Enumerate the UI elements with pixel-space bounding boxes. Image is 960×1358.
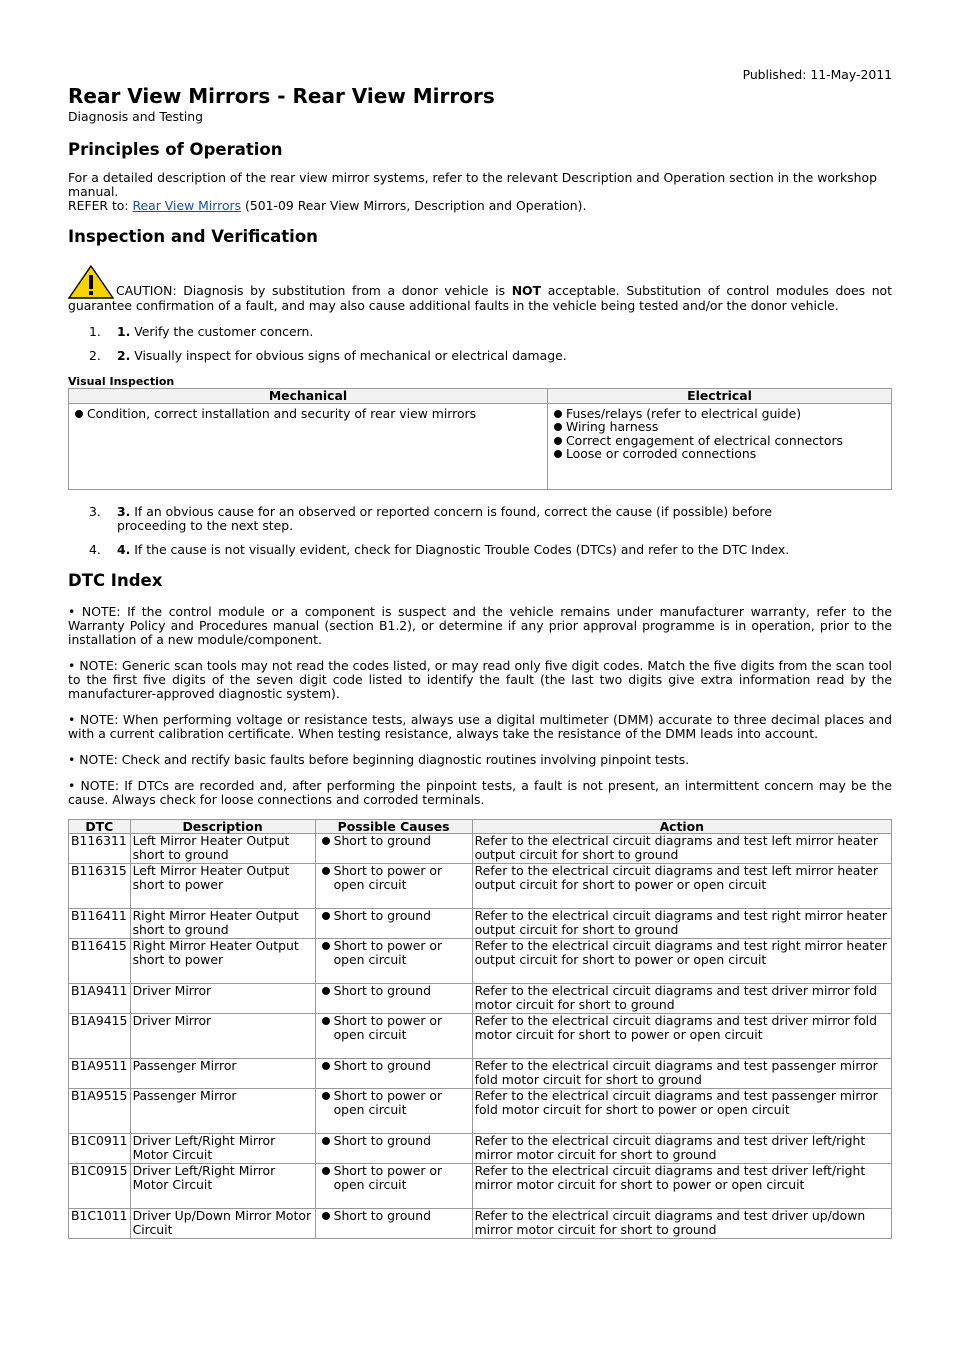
page-subtitle: Diagnosis and Testing: [68, 109, 203, 124]
electrical-item: Wiring harness: [550, 420, 889, 434]
description-cell: Right Mirror Heater Output short to ground: [130, 909, 315, 939]
step-item: [68, 505, 892, 533]
cause-cell: [315, 1164, 472, 1209]
dtc-code-cell: B1C0915: [69, 1164, 131, 1209]
cause-cell: [315, 984, 472, 1014]
note-intermittent: • NOTE: If DTCs are recorded and, after performing the pinpoint tests, a fault is not present, an intermittent concern may be the cause. Always check for loose connections and corroded terminals.: [68, 777, 892, 807]
cause-item: Short to power or open circuit: [318, 1089, 470, 1116]
refer-suffix: (501-09 Rear View Mirrors, Description and Operation).: [241, 198, 587, 213]
step-bold: 2.: [117, 348, 131, 363]
dtc-table: [68, 819, 892, 1240]
description-cell: Right Mirror Heater Output short to power: [130, 939, 315, 984]
dtc-table-body: [69, 834, 892, 1239]
cause-item: Short to ground: [318, 1134, 470, 1148]
note-warranty: • NOTE: If the control module or a component is suspect and the vehicle remains under manufacturer warranty, refer to the Warranty Policy and Procedures manual (section B1.2), or determine if any prior approval programme is in operation, prior to the installation of a new module/component.: [68, 603, 892, 647]
action-cell: Refer to the electrical circuit diagrams and test right mirror heater output circuit for short to power or open circuit: [472, 939, 891, 984]
table-row: [69, 1134, 892, 1164]
table-row: [69, 1059, 892, 1089]
cause-item: Short to power or open circuit: [318, 1164, 470, 1191]
step-item: [68, 325, 892, 339]
table-row: [69, 834, 892, 864]
description-cell: Driver Left/Right Mirror Motor Circuit: [130, 1164, 315, 1209]
step-item: [68, 349, 892, 363]
mechanical-item: Condition, correct installation and security of rear view mirrors: [71, 407, 545, 421]
cause-item: Short to ground: [318, 834, 470, 848]
visual-inspection-table: [68, 388, 892, 490]
note-multimeter: • NOTE: When performing voltage or resistance tests, always use a digital multimeter (DMM) accurate to three decimal places and with a current calibration certificate. When testing resistance, always take the resistance of the DMM leads into account.: [68, 711, 892, 741]
description-cell: Left Mirror Heater Output short to power: [130, 864, 315, 909]
step-number: 2.: [89, 348, 101, 363]
action-cell: Refer to the electrical circuit diagrams and test left mirror heater output circuit for short to ground: [472, 834, 891, 864]
cause-item: Short to power or open circuit: [318, 864, 470, 891]
caution-warning-icon: [68, 265, 114, 299]
dtc-code-cell: B1A9511: [69, 1059, 131, 1089]
electrical-item: Loose or corroded connections: [550, 447, 889, 461]
col-possible-causes: Possible Causes: [315, 819, 472, 834]
col-electrical: Electrical: [548, 389, 892, 404]
cause-item: Short to ground: [318, 1209, 470, 1223]
step-text: Verify the customer concern.: [130, 324, 314, 339]
cause-cell: [315, 1134, 472, 1164]
action-cell: Refer to the electrical circuit diagrams and test left mirror heater output circuit for short to power or open circuit: [472, 864, 891, 909]
table-row: [69, 1014, 892, 1059]
description-cell: Driver Mirror: [130, 984, 315, 1014]
caution-text-a: CAUTION: Diagnosis by substitution from a donor vehicle is: [116, 283, 512, 298]
cause-item: Short to ground: [318, 984, 470, 998]
cause-cell: [315, 1014, 472, 1059]
cause-cell: [315, 864, 472, 909]
document-page: [68, 62, 892, 1239]
electrical-cell: [548, 403, 892, 489]
caution-note: [68, 265, 892, 313]
dtc-code-cell: B1C1011: [69, 1209, 131, 1239]
cause-item: Short to ground: [318, 1059, 470, 1073]
principles-heading: Principles of Operation: [68, 140, 283, 159]
table-row: [69, 939, 892, 984]
cause-cell: [315, 909, 472, 939]
cause-cell: [315, 1089, 472, 1134]
table-row: [69, 864, 892, 909]
step-number: 3.: [89, 503, 101, 519]
col-dtc: DTC: [69, 819, 131, 834]
step-item: [68, 543, 892, 557]
description-cell: Passenger Mirror: [130, 1059, 315, 1089]
action-cell: Refer to the electrical circuit diagrams and test driver mirror fold motor circuit for short to power or open circuit: [472, 1014, 891, 1059]
steps-list-1: [68, 325, 892, 363]
electrical-item: Correct engagement of electrical connectors: [550, 434, 889, 448]
cause-item: Short to ground: [318, 909, 470, 923]
step-bold: 3.: [117, 503, 131, 519]
col-description: Description: [130, 819, 315, 834]
action-cell: Refer to the electrical circuit diagrams and test passenger mirror fold motor circuit for short to ground: [472, 1059, 891, 1089]
table-row: [69, 984, 892, 1014]
page-title: Rear View Mirrors - Rear View Mirrors: [68, 84, 495, 108]
action-cell: Refer to the electrical circuit diagrams and test driver left/right mirror motor circuit for short to ground: [472, 1134, 891, 1164]
mechanical-cell: [69, 403, 548, 489]
dtc-code-cell: B1C0911: [69, 1134, 131, 1164]
refer-prefix: REFER to:: [68, 198, 133, 213]
dtc-code-cell: B116415: [69, 939, 131, 984]
action-cell: Refer to the electrical circuit diagrams and test driver mirror fold motor circuit for short to ground: [472, 984, 891, 1014]
principles-text: For a detailed description of the rear view mirror systems, refer to the relevant Description and Operation section in the workshop manual.: [68, 170, 877, 199]
dtc-code-cell: B116311: [69, 834, 131, 864]
caution-text-b: acceptable. Substitution of control modules does not guarantee confirmation of a fault, and may also cause additional faults in the vehicle being tested and/or the donor vehicle.: [68, 283, 892, 313]
steps-list-2: [68, 505, 892, 557]
note-basic-faults: • NOTE: Check and rectify basic faults before beginning diagnostic routines involving pinpoint tests.: [68, 751, 690, 767]
dtc-code-cell: B1A9415: [69, 1014, 131, 1059]
dtc-code-cell: B116411: [69, 909, 131, 939]
action-cell: Refer to the electrical circuit diagrams and test driver left/right mirror motor circuit for short to power or open circuit: [472, 1164, 891, 1209]
description-cell: Driver Mirror: [130, 1014, 315, 1059]
step-text: Visually inspect for obvious signs of mechanical or electrical damage.: [130, 348, 567, 363]
cause-cell: [315, 834, 472, 864]
description-cell: Left Mirror Heater Output short to ground: [130, 834, 315, 864]
published-date: Published: 11-May-2011: [742, 67, 892, 82]
dtc-code-cell: B1A9411: [69, 984, 131, 1014]
dtc-code-cell: B1A9515: [69, 1089, 131, 1134]
cause-cell: [315, 1059, 472, 1089]
step-number: 4.: [89, 541, 101, 557]
cause-item: Short to power or open circuit: [318, 939, 470, 966]
visual-inspection-title: Visual Inspection: [68, 375, 175, 388]
cause-cell: [315, 939, 472, 984]
col-mechanical: Mechanical: [69, 389, 548, 404]
refer-line: [68, 199, 892, 213]
inspection-heading: Inspection and Verification: [68, 227, 318, 246]
description-cell: Driver Up/Down Mirror Motor Circuit: [130, 1209, 315, 1239]
step-number: 1.: [89, 324, 101, 339]
action-cell: Refer to the electrical circuit diagrams and test passenger mirror fold motor circuit for short to power or open circuit: [472, 1089, 891, 1134]
note-scan-tools: • NOTE: Generic scan tools may not read the codes listed, or may read only five digit codes. Match the five digits from the scan tool to the first five digits of the seven digit code listed to identify the fault (the last two digits give extra information read by the manufacturer-approved diagnostic system).: [68, 657, 892, 701]
description-cell: Passenger Mirror: [130, 1089, 315, 1134]
action-cell: Refer to the electrical circuit diagrams and test driver up/down mirror motor circuit for short to ground: [472, 1209, 891, 1239]
rear-view-mirrors-link[interactable]: Rear View Mirrors: [132, 198, 242, 213]
cause-item: Short to power or open circuit: [318, 1014, 470, 1041]
step-bold: 1.: [117, 324, 131, 339]
table-row: [69, 909, 892, 939]
col-action: Action: [472, 819, 891, 834]
table-row: [69, 1164, 892, 1209]
step-text: If the cause is not visually evident, check for Diagnostic Trouble Codes (DTCs) and refer to the DTC Index.: [130, 541, 790, 557]
description-cell: Driver Left/Right Mirror Motor Circuit: [130, 1134, 315, 1164]
dtc-code-cell: B116315: [69, 864, 131, 909]
action-cell: Refer to the electrical circuit diagrams and test right mirror heater output circuit for short to ground: [472, 909, 891, 939]
step-bold: 4.: [117, 541, 131, 557]
table-row: [69, 1209, 892, 1239]
caution-not: NOT: [511, 283, 542, 298]
electrical-item: Fuses/relays (refer to electrical guide): [550, 407, 889, 421]
step-text: If an obvious cause for an observed or reported concern is found, correct the cause (if possible) before proceeding to the next step.: [117, 503, 772, 533]
dtc-index-heading: DTC Index: [68, 570, 163, 590]
table-row: [69, 1089, 892, 1134]
cause-cell: [315, 1209, 472, 1239]
